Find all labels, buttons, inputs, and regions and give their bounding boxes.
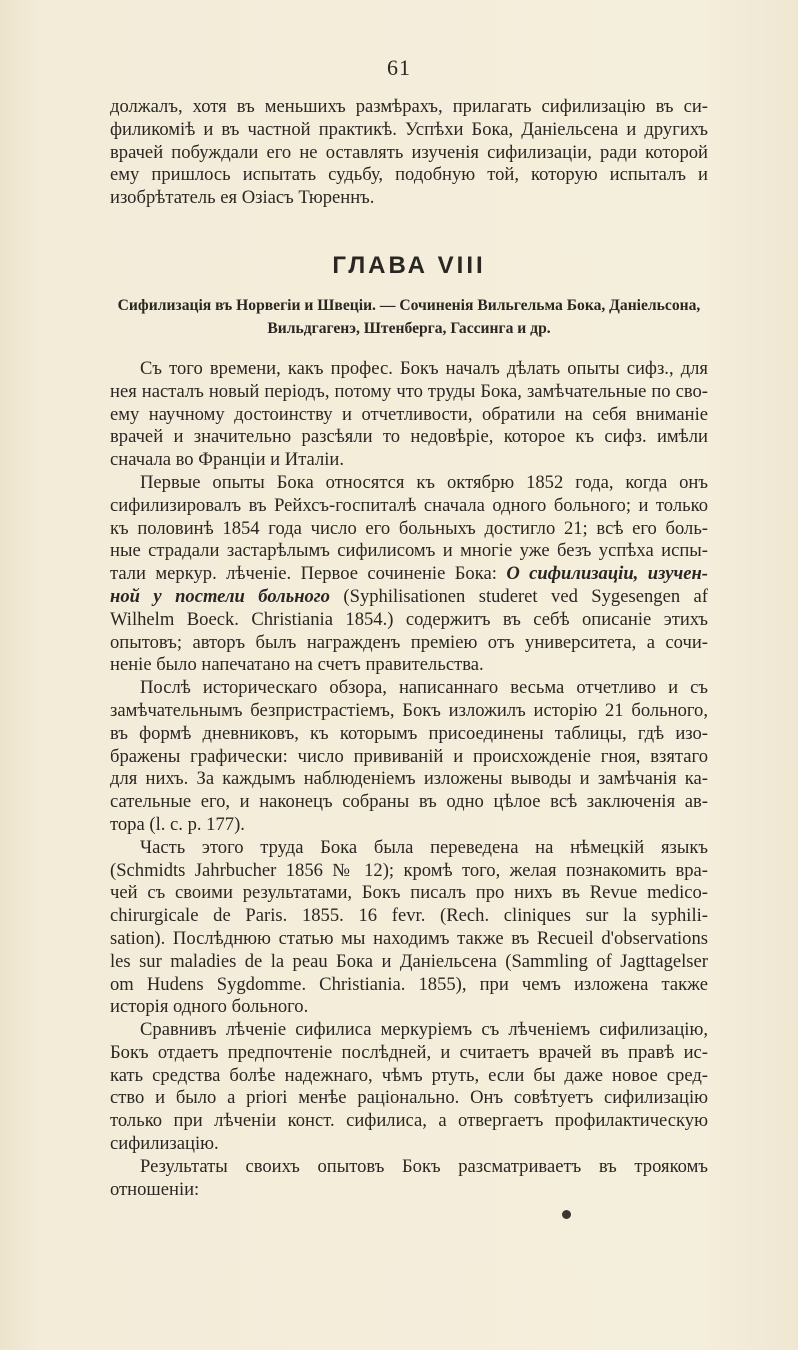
chapter-subtitle bbox=[110, 294, 708, 340]
text-line: изобрѣтатель ея Озіасъ Тюреннъ. bbox=[110, 187, 375, 209]
text-line: Первые опыты Бока относятся къ октябрю 1852 года, когда онъ bbox=[140, 471, 708, 493]
text-line: опытовъ; авторъ былъ награжденъ преміею отъ университета, а сочи- bbox=[110, 631, 708, 653]
text-line: врачей и значительно разсѣяли то недовѣріе, которое къ сифз. имѣли bbox=[110, 426, 708, 448]
paragraph-3 bbox=[110, 677, 708, 837]
text-line: ему пришлось испытать судьбу, подобную той, которую испыталъ и bbox=[110, 164, 708, 186]
text-line: бражены графически: число прививаній и происхожденіе гноя, взятаго bbox=[110, 745, 708, 767]
text-line: les sur maladies de la peau Бока и Даніельсена (Sammling of Jagttagelser bbox=[110, 950, 708, 972]
text-line: (Schmidts Jahrbucher 1856 № 12); кромѣ того, желая познакомить вра- bbox=[110, 859, 708, 881]
text-line: сифилизацію. bbox=[110, 1133, 219, 1155]
text-line: Бокъ отдаетъ предпочтеніе послѣдней, и считаетъ врачей въ правѣ ис- bbox=[110, 1041, 708, 1063]
text-line: Wilhelm Boeck. Christiania 1854.) содержитъ въ себѣ описаніе этихъ bbox=[110, 608, 708, 630]
text-line: неніе было напечатано на счетъ правительства. bbox=[110, 654, 484, 676]
paragraph-6 bbox=[110, 1156, 708, 1202]
text-line: должалъ, хотя въ меньшихъ размѣрахъ, прилагать сифилизацію въ си- bbox=[110, 96, 708, 117]
text-line: Часть этого труда Бока была переведена на нѣмецкій языкъ bbox=[140, 836, 708, 858]
paragraph-1 bbox=[110, 358, 708, 472]
text-line: ему научному достоинству и отчетливости, обратили на себя вниманіе bbox=[110, 403, 708, 425]
text-line: филикоміѣ и въ частной практикѣ. Успѣхи Бока, Даніельсена и другихъ bbox=[110, 118, 708, 140]
text-line: исторія одного больного. bbox=[110, 996, 309, 1018]
text-line: om Hudens Sygdomme. Christiania. 1855), при чемъ изложена также bbox=[110, 973, 708, 995]
text-line: для нихъ. За каждымъ наблюденіемъ изложены выводы и замѣчанія ка- bbox=[110, 768, 708, 790]
text-line: отношеніи: bbox=[110, 1178, 200, 1200]
text-line: кать средства болѣе надежнаго, чѣмъ ртуть, если бы даже новое сред- bbox=[110, 1064, 708, 1086]
text-line bbox=[110, 586, 708, 609]
text-line: ные страдали застарѣлымъ сифилисомъ и многіе уже безъ успѣха испы- bbox=[110, 540, 708, 562]
text-line: врачей побуждали его не оставлять изученія сифилизаціи, ради которой bbox=[110, 141, 708, 163]
text-line: къ половинѣ 1854 года число его больныхъ достигло 21; всѣ его боль- bbox=[110, 517, 708, 539]
chapter-subtitle-line: Сифилизація въ Норвегіи и Швеціи. — Сочиненія Вильгельма Бока, Даніельсона, bbox=[117, 296, 701, 314]
text-line: Результаты своихъ опытовъ Бокъ разсматриваетъ въ троякомъ bbox=[140, 1155, 708, 1177]
text-run: (Syphilisationen studeret ved Sygesengen af bbox=[329, 585, 708, 607]
text-line: только при лѣченіи конст. сифилиса, а отвергаетъ профилактическую bbox=[110, 1110, 708, 1132]
paragraph-4 bbox=[110, 837, 708, 1019]
text-line: Послѣ историческаго обзора, написаннаго весьма отчетливо и съ bbox=[140, 677, 708, 699]
paragraph-2 bbox=[110, 472, 708, 677]
text-line: ство и было а priori менѣе раціонально. Онъ совѣтуетъ сифилизацію bbox=[110, 1087, 708, 1109]
text-line: Съ того времени, какъ профес. Бокъ началъ дѣлать опыты сифз., для bbox=[140, 357, 708, 379]
text-line: Сравнивъ лѣченіе сифилиса меркуріемъ съ лѣченіемъ сифилизацію, bbox=[140, 1019, 708, 1041]
text-line: замѣчательнымъ безпристрастіемъ, Бокъ изложилъ исторію 21 больного, bbox=[110, 699, 708, 721]
spacer bbox=[110, 340, 708, 358]
chapter-title: ГЛАВА VIII bbox=[332, 251, 486, 279]
text-line: sation). Послѣднюю статью мы находимъ также въ Recueil d'observations bbox=[110, 927, 708, 949]
text-line: тора (l. c. p. 177). bbox=[110, 813, 245, 835]
ink-blot-mark bbox=[562, 1210, 571, 1219]
spacer bbox=[110, 284, 708, 294]
spacer bbox=[110, 210, 708, 248]
text-line: сательные его, и наконецъ собраны въ одно цѣлое всѣ заключенія ав- bbox=[110, 791, 708, 813]
book-title-italic: О сифилизаціи, изучен- bbox=[506, 563, 708, 585]
text-line: чей съ своими результатами, Бокъ писалъ про нихъ въ Revue medico- bbox=[110, 882, 708, 904]
text-line bbox=[110, 563, 708, 586]
text-line: сифилизировалъ въ Рейхсъ-госпиталѣ сначала одного больного; и только bbox=[110, 494, 708, 516]
text-line: сначала во Франціи и Италіи. bbox=[110, 449, 345, 471]
text-run: тали меркур. лѣченіе. Первое сочиненіе Бока: bbox=[110, 563, 507, 585]
book-title-italic: ной у постели больного bbox=[110, 585, 330, 607]
text-line: chirurgicale de Paris. 1855. 16 fevr. (Rech. cliniques sur la syphili- bbox=[110, 905, 708, 927]
page-number: 61 bbox=[387, 55, 411, 80]
text-line: въ формѣ дневниковъ, къ которымъ присоединены таблицы, гдѣ изо- bbox=[110, 722, 708, 744]
page-body bbox=[110, 96, 708, 1201]
text-line: нея насталъ новый періодъ, потому что труды Бока, замѣчательные по сво- bbox=[110, 380, 708, 402]
paragraph-5 bbox=[110, 1019, 708, 1156]
paragraph-intro bbox=[110, 96, 708, 210]
chapter-subtitle-line: Вильдгагенэ, Штенберга, Гассинга и др. bbox=[267, 319, 551, 337]
